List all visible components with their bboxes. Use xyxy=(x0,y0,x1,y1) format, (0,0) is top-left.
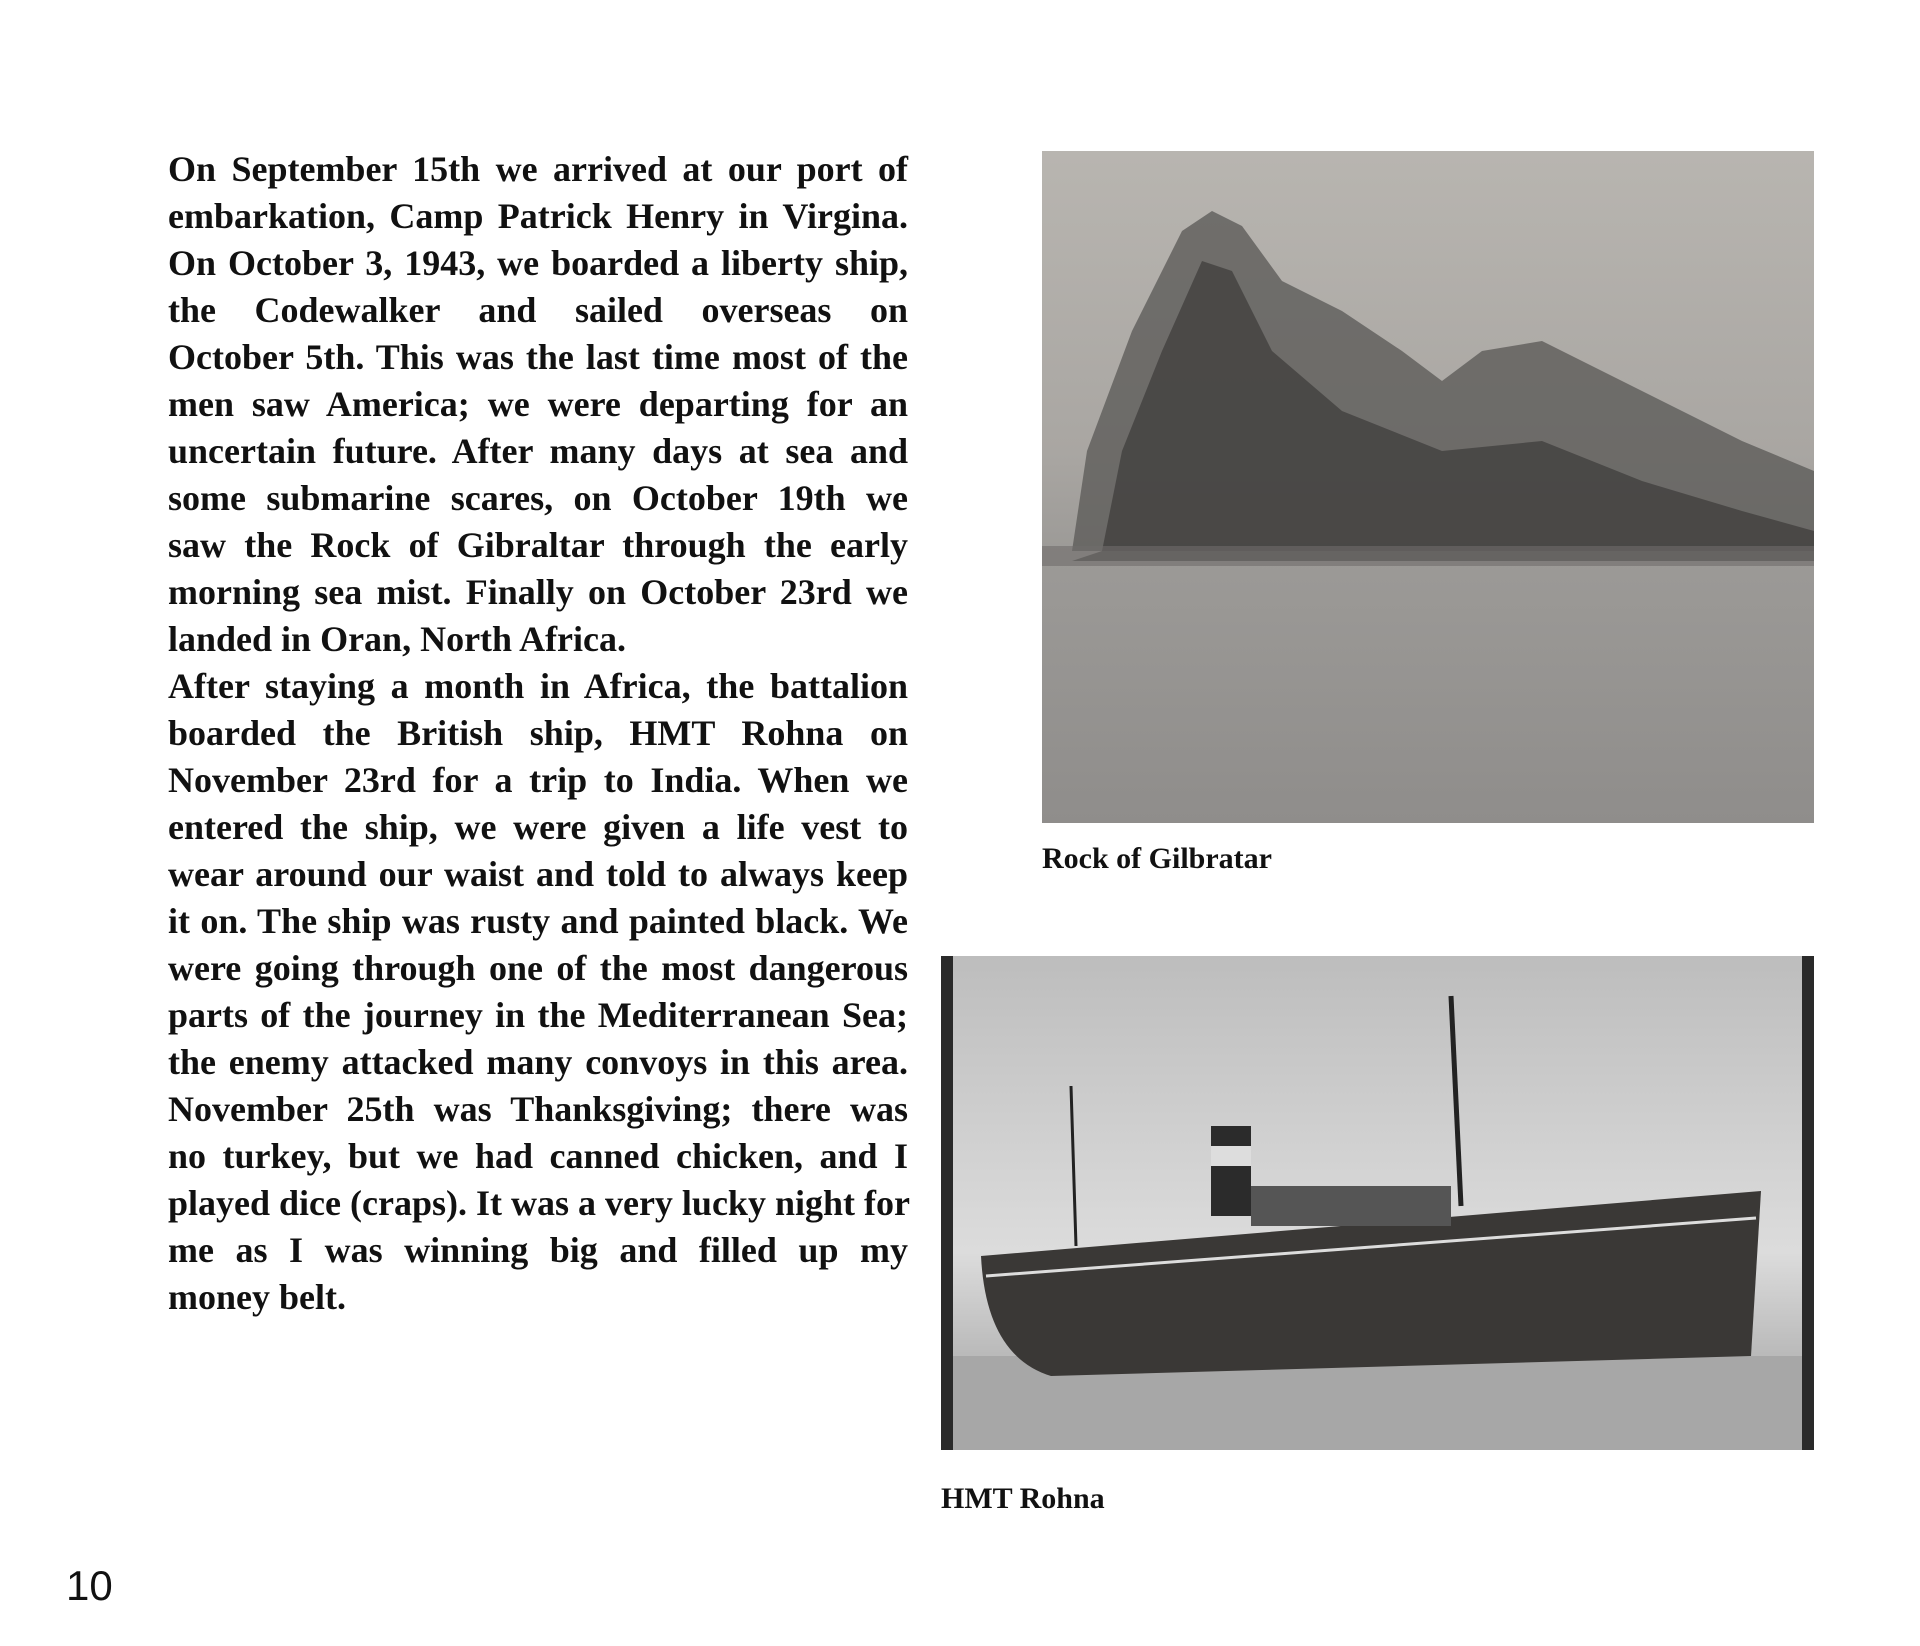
body-line: landed in Oran, North Africa. xyxy=(168,619,627,659)
body-line: saw the Rock of Gibraltar through the early xyxy=(168,525,908,565)
body-line: played dice (craps). It was a very lucky night for xyxy=(168,1183,910,1223)
body-line: After staying a month in Africa, the battalion xyxy=(168,666,908,706)
body-line: some submarine scares, on October 19th we xyxy=(168,478,908,518)
body-line: me as I was winning big and filled up my xyxy=(168,1230,908,1270)
figure-caption: HMT Rohna xyxy=(941,1482,1105,1515)
body-line: no turkey, but we had canned chicken, and I xyxy=(168,1136,908,1176)
body-line: embarkation, Camp Patrick Henry in Virgina. xyxy=(168,196,908,236)
body-line: the Codewalker and sailed overseas on xyxy=(168,290,908,330)
figure-caption: Rock of Gilbratar xyxy=(1042,842,1272,875)
body-line: parts of the journey in the Mediterranean Sea; xyxy=(168,995,908,1035)
body-line: entered the ship, we were given a life vest to xyxy=(168,807,908,847)
body-line: morning sea mist. Finally on October 23rd we xyxy=(168,572,908,612)
body-line: boarded the British ship, HMT Rohna on xyxy=(168,713,908,753)
body-line: uncertain future. After many days at sea and xyxy=(168,431,908,471)
body-line: November 25th was Thanksgiving; there was xyxy=(168,1089,908,1129)
body-line: were going through one of the most dangerous xyxy=(168,948,908,988)
rock-of-gibraltar-image xyxy=(1042,151,1814,823)
body-line: On October 3, 1943, we boarded a liberty ship, xyxy=(168,243,908,283)
body-text xyxy=(168,146,908,1321)
page-number: 10 xyxy=(66,1562,113,1609)
body-line: On September 15th we arrived at our port of xyxy=(168,149,908,189)
body-line: October 5th. This was the last time most of the xyxy=(168,337,908,377)
hmt-rohna-image xyxy=(941,956,1814,1450)
body-line: men saw America; we were departing for an xyxy=(168,384,908,424)
body-line: the enemy attacked many convoys in this area. xyxy=(168,1042,908,1082)
body-line: money belt. xyxy=(168,1277,346,1317)
body-line: wear around our waist and told to always keep xyxy=(168,854,908,894)
body-line: November 23rd for a trip to India. When we xyxy=(168,760,908,800)
body-line: it on. The ship was rusty and painted black. We xyxy=(168,901,908,941)
